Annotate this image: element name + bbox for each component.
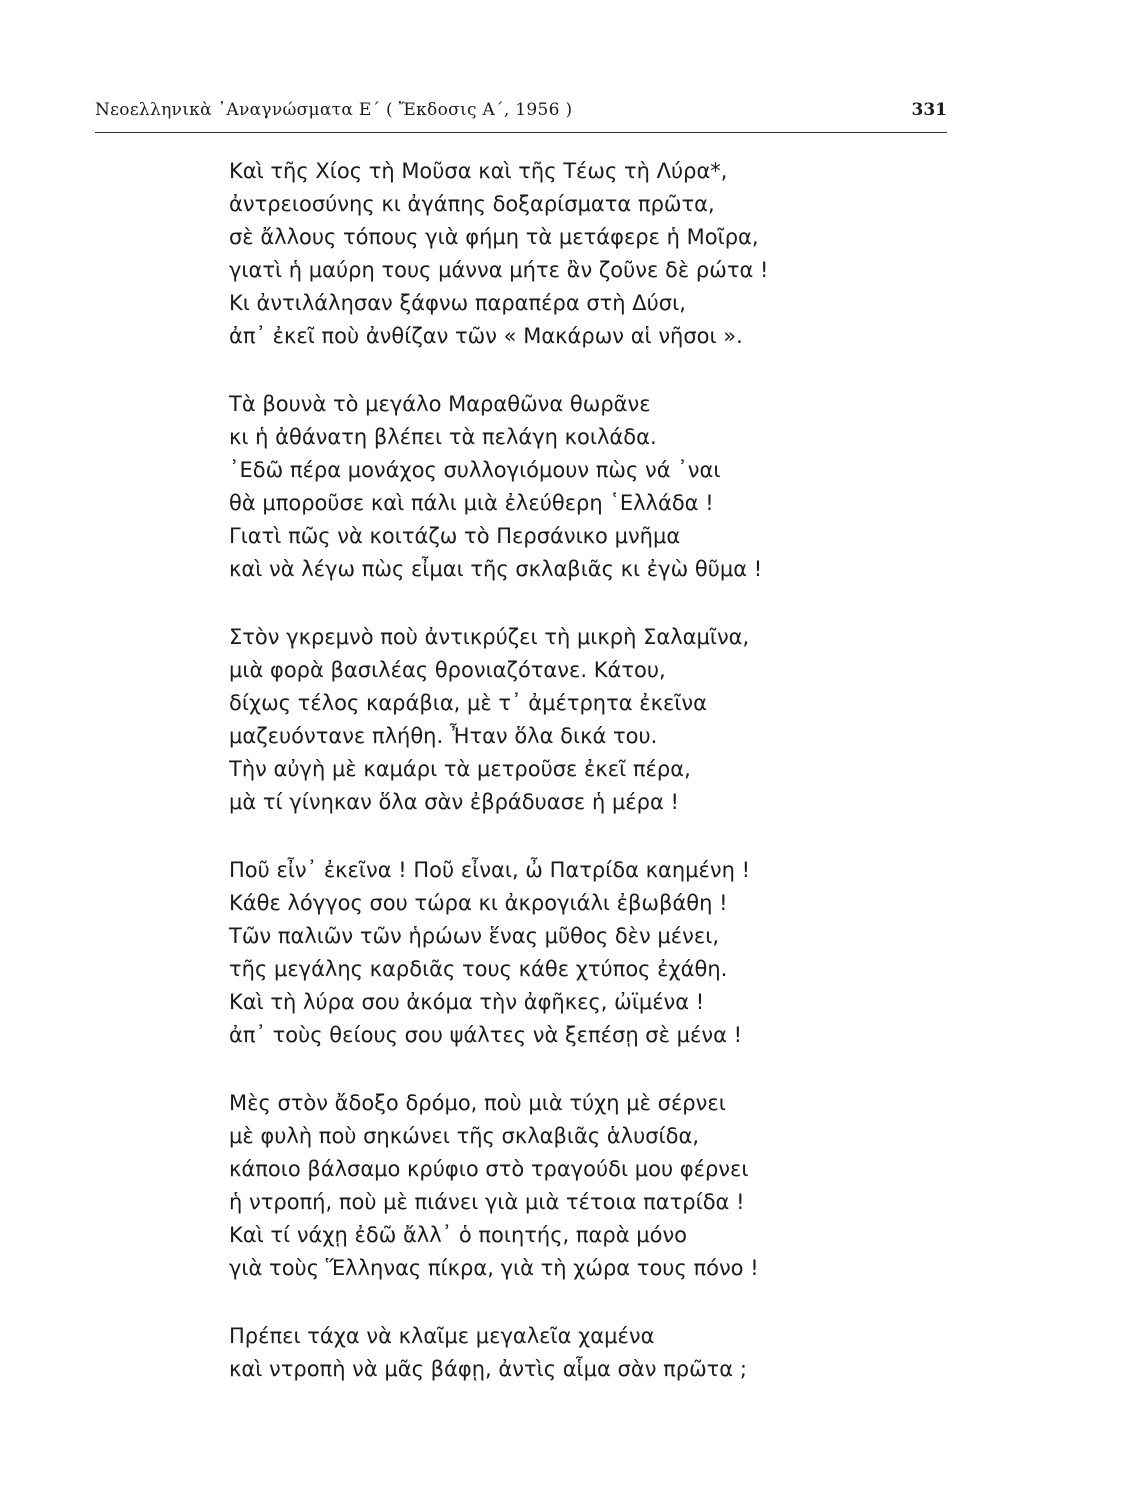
page-number: 331 <box>911 100 947 120</box>
poem-line: Μὲς στὸν ἄδοξο δρόμο, ποὺ μιὰ τύχη μὲ σέρνει <box>229 1091 726 1115</box>
poem-line: Στὸν γκρεμνὸ ποὺ ἀντικρύζει τὴ μικρὴ Σαλαμῖνα, <box>229 625 750 649</box>
stanza-6 <box>229 1320 909 1386</box>
poem-line: Τὴν αὐγὴ μὲ καμάρι τὰ μετροῦσε ἐκεῖ πέρα, <box>229 757 691 781</box>
stanza-3 <box>229 621 909 819</box>
poem-line: Καὶ τί νάχῃ ἐδῶ ἄλλ᾿ ὁ ποιητής, παρὰ μόνο <box>229 1223 688 1247</box>
poem-line: καὶ νὰ λέγω πὼς εἶμαι τῆς σκλαβιᾶς κι ἐγὼ θῦμα ! <box>229 557 763 581</box>
poem-line: Τὰ βουνὰ τὸ μεγάλο Μαραθῶνα θωρᾶνε <box>229 392 651 416</box>
poem-line: ἀντρειοσύνης κι ἀγάπης δοξαρίσματα πρῶτα, <box>229 192 715 216</box>
poem-line: σὲ ἄλλους τόπους γιὰ φήμη τὰ μετάφερε ἡ Μοῖρα, <box>229 225 759 249</box>
stanza-1 <box>229 155 909 353</box>
poem-line: Κι ἀντιλάλησαν ξάφνω παραπέρα στὴ Δύσι, <box>229 291 686 315</box>
running-title: Νεοελληνικὰ ᾿Αναγνώσματα Ε΄ ( Ἔκδοσις Α΄, 1956 ) <box>95 100 573 120</box>
poem-line: ᾿Εδῶ πέρα μονάχος συλλογιόμουν πὼς νά ᾿ναι <box>229 458 721 482</box>
poem-line: μὰ τί γίνηκαν ὅλα σὰν ἐβράδυασε ἡ μέρα ! <box>229 790 679 814</box>
stanza-5 <box>229 1087 909 1285</box>
poem-line: Κάθε λόγγος σου τώρα κι ἀκρογιάλι ἐβωβάθη ! <box>229 891 728 915</box>
poem-line: Καὶ τὴ λύρα σου ἀκόμα τὴν ἀφῆκες, ὠϊμένα ! <box>229 990 705 1014</box>
stanza-2 <box>229 388 909 586</box>
poem-line: ἀπ᾿ ἐκεῖ ποὺ ἀνθίζαν τῶν « Μακάρων αἱ νῆσοι ». <box>229 324 743 348</box>
poem-line: ἀπ᾿ τοὺς θείους σου ψάλτες νὰ ξεπέσῃ σὲ μένα ! <box>229 1023 743 1047</box>
poem-line: Καὶ τῆς Χίος τὴ Μοῦσα καὶ τῆς Τέως τὴ Λύρα*, <box>229 159 728 183</box>
poem-line: κι ἡ ἀθάνατη βλέπει τὰ πελάγη κοιλάδα. <box>229 425 657 449</box>
poem-line: μὲ φυλὴ ποὺ σηκώνει τῆς σκλαβιᾶς ἁλυσίδα, <box>229 1124 700 1148</box>
poem-line: Ποῦ εἶν᾿ ἐκεῖνα ! Ποῦ εἶναι, ὦ Πατρίδα καημένη ! <box>229 858 751 882</box>
poem-line: μαζευόντανε πλήθη. Ἦταν ὅλα δικά του. <box>229 724 658 748</box>
poem-body <box>229 155 909 1421</box>
poem-line: ἡ ντροπή, ποὺ μὲ πιάνει γιὰ μιὰ τέτοια πατρίδα ! <box>229 1190 745 1214</box>
poem-line: γιατὶ ἡ μαύρη τους μάννα μήτε ἂν ζοῦνε δὲ ρώτα ! <box>229 258 769 282</box>
poem-line: καὶ ντροπὴ νὰ μᾶς βάφῃ, ἀντὶς αἷμα σὰν πρῶτα ; <box>229 1357 747 1381</box>
poem-line: γιὰ τοὺς Ἕλληνας πίκρα, γιὰ τὴ χώρα τους πόνο ! <box>229 1256 759 1280</box>
poem-line: τῆς μεγάλης καρδιᾶς τους κάθε χτύπος ἐχάθη. <box>229 957 728 981</box>
poem-line: θὰ μποροῦσε καὶ πάλι μιὰ ἐλεύθερη ῾Ελλάδα ! <box>229 491 714 515</box>
poem-line: κάποιο βάλσαμο κρύφιο στὸ τραγούδι μου φέρνει <box>229 1157 749 1181</box>
poem-line: δίχως τέλος καράβια, μὲ τ᾿ ἀμέτρητα ἐκεῖνα <box>229 691 707 715</box>
stanza-4 <box>229 854 909 1052</box>
poem-line: Τῶν παλιῶν τῶν ἡρώων ἕνας μῦθος δὲν μένει, <box>229 924 719 948</box>
poem-line: Γιατὶ πῶς νὰ κοιτάζω τὸ Περσάνικο μνῆμα <box>229 524 681 548</box>
poem-line: μιὰ φορὰ βασιλέας θρονιαζότανε. Κάτου, <box>229 658 666 682</box>
page-header <box>95 92 947 133</box>
poem-line: Πρέπει τάχα νὰ κλαῖμε μεγαλεῖα χαμένα <box>229 1324 655 1348</box>
